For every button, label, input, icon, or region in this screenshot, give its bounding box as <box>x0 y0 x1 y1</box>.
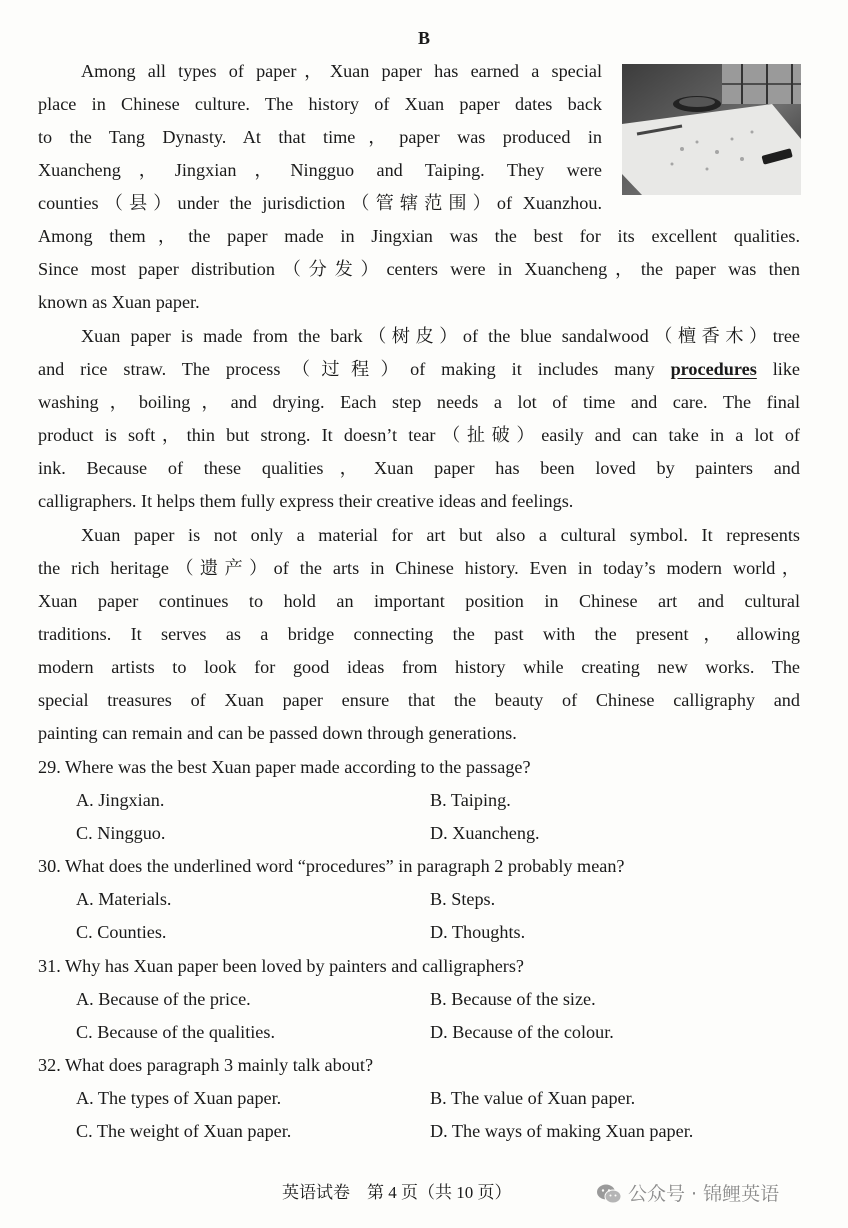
text-line: known as Xuan paper. <box>38 292 200 312</box>
option-a[interactable]: A. The types of Xuan paper. <box>76 1088 282 1108</box>
text-line: the rich heritage（遗产）of the arts in Chinese history. Even in today’s modern world， <box>38 558 800 578</box>
option-b[interactable]: B. Taiping. <box>430 790 511 810</box>
text-line: Among all types of paper，Xuan paper has earned a special <box>81 61 602 81</box>
text-line: Xuan paper continues to hold an important position in Chinese art and cultural <box>38 591 800 611</box>
text-line: to the Tang Dynasty. At that time，paper was produced in <box>38 127 602 147</box>
question-text: What does the underlined word “procedures” in paragraph 2 probably mean? <box>64 856 625 876</box>
option-c[interactable]: C. The weight of Xuan paper. <box>76 1121 292 1141</box>
question-number: 32. <box>38 1055 61 1075</box>
question-text: What does paragraph 3 mainly talk about? <box>64 1055 374 1075</box>
option-b[interactable]: B. Because of the size. <box>430 989 596 1009</box>
text-line: modern artists to look for good ideas from history while creating new works. The <box>38 657 800 677</box>
question-number: 31. <box>38 956 61 976</box>
option-d[interactable]: D. Xuancheng. <box>430 823 540 843</box>
option-a[interactable]: A. Jingxian. <box>76 790 165 810</box>
text-line: calligraphers. It helps them fully express their creative ideas and feelings. <box>38 491 574 511</box>
text-line: Since most paper distribution（分发）centers were in Xuancheng，the paper was then <box>38 259 800 279</box>
text-line: traditions. It serves as a bridge connecting the past with the present，allowing <box>38 624 800 644</box>
text-line: ink. Because of these qualities，Xuan paper has been loved by painters and <box>38 458 800 478</box>
xuan-paper-photo <box>622 64 801 195</box>
text-segment: and rice straw. The process（过程）of making it includes many <box>38 359 671 379</box>
question-text: Why has Xuan paper been loved by painters and calligraphers? <box>64 956 525 976</box>
text-line: counties（县）under the jurisdiction（管辖范围）of Xuanzhou. <box>38 193 602 213</box>
text-line: Xuan paper is not only a material for art but also a cultural symbol. It represents <box>81 525 800 545</box>
text-line: special treasures of Xuan paper ensure that the beauty of Chinese calligraphy and <box>38 690 800 710</box>
question-32 <box>38 1049 373 1082</box>
text-line: washing，boiling，and drying. Each step needs a lot of time and care. The final <box>38 392 800 412</box>
wechat-icon <box>596 1183 622 1205</box>
question-number: 30. <box>38 856 61 876</box>
option-c[interactable]: C. Ningguo. <box>76 823 166 843</box>
section-letter: B <box>417 28 430 48</box>
underlined-word: procedures <box>670 359 757 379</box>
option-d[interactable]: D. The ways of making Xuan paper. <box>430 1121 694 1141</box>
text-line: painting can remain and can be passed down through generations. <box>38 723 517 743</box>
text-line: Xuancheng，Jingxian，Ningguo and Taiping. They were <box>38 160 602 180</box>
page-footer: 英语试卷 第 4 页（共 10 页） <box>282 1183 512 1202</box>
question-30 <box>38 850 625 883</box>
watermark <box>596 1178 779 1210</box>
option-c[interactable]: C. Counties. <box>76 922 167 942</box>
question-31 <box>38 950 524 983</box>
text-segment: like <box>756 359 800 379</box>
question-text: Where was the best Xuan paper made according to the passage? <box>64 757 531 777</box>
option-a[interactable]: A. Because of the price. <box>76 989 251 1009</box>
option-d[interactable]: D. Because of the colour. <box>430 1022 614 1042</box>
text-line: Xuan paper is made from the bark（树皮）of the blue sandalwood（檀香木）tree <box>81 326 800 346</box>
text-line <box>38 353 800 386</box>
watermark-text: 公众号 · 锦鲤英语 <box>628 1183 780 1205</box>
option-a[interactable]: A. Materials. <box>76 889 172 909</box>
option-c[interactable]: C. Because of the qualities. <box>76 1022 275 1042</box>
question-29 <box>38 751 531 784</box>
option-b[interactable]: B. The value of Xuan paper. <box>430 1088 636 1108</box>
text-line: product is soft，thin but strong. It doesn’t tear（扯破）easily and can take in a lot of <box>38 425 800 445</box>
question-number: 29. <box>38 757 61 777</box>
text-line: Among them，the paper made in Jingxian was the best for its excellent qualities. <box>38 226 800 246</box>
text-line: place in Chinese culture. The history of Xuan paper dates back <box>38 94 602 114</box>
option-d[interactable]: D. Thoughts. <box>430 922 526 942</box>
option-b[interactable]: B. Steps. <box>430 889 496 909</box>
